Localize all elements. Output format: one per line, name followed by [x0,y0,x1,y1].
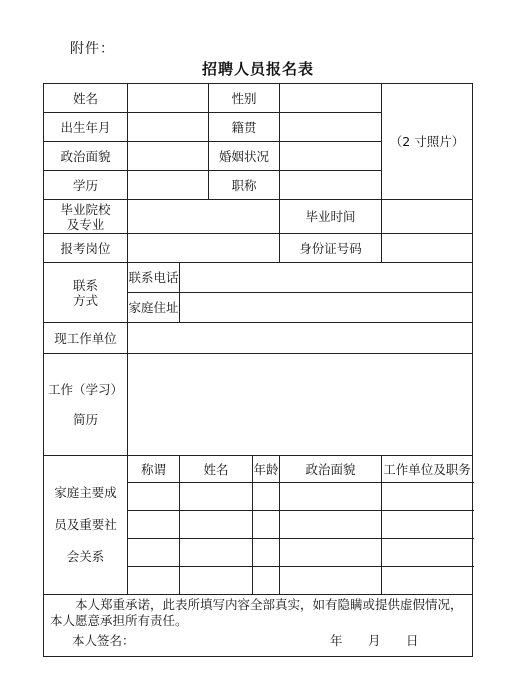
signature-row [44,629,472,653]
row-position [44,234,473,263]
contact-label [73,278,98,308]
declaration-text: 本人郑重承诺，此表所填写内容全部真实，如有隐瞒或提供虚假情况，本人愿意承担所有责任。 [50,597,463,628]
education-field[interactable] [128,171,209,200]
id-number-label: 身份证号码 [299,240,362,256]
family-label-cell [44,456,128,595]
family-unit-field[interactable] [382,511,473,539]
marital-status-field[interactable] [280,142,382,171]
signature-year[interactable]: 年 [330,633,343,648]
family-age-field[interactable] [253,511,280,539]
phone-field[interactable] [180,263,473,293]
row-contact-phone [44,263,473,293]
cv-label-cell [44,354,128,456]
signature-day[interactable]: 日 [406,633,419,648]
cv-label-line1: 工作（学习） [47,381,123,397]
home-address-field[interactable] [180,293,473,323]
id-number-field[interactable] [382,234,473,263]
family-name-field[interactable] [180,483,253,511]
family-header-political [280,456,382,483]
education-label-cell [44,171,128,200]
professional-title-label: 职称 [231,177,257,193]
declaration-cell [44,595,473,657]
native-place-label: 籍贯 [231,119,257,135]
contact-label-line1: 联系 [72,277,98,293]
family-header-age [253,456,280,483]
current-unit-label: 现工作单位 [54,330,117,346]
birth-field[interactable] [128,113,209,142]
signature-month[interactable]: 月 [368,633,381,648]
photo-label: （2 寸照片） [389,134,465,149]
political-status-field[interactable] [128,142,209,171]
gender-label: 性别 [231,90,257,106]
contact-label-cell [44,263,128,323]
form-title: 招聘人员报名表 [201,60,314,78]
cv-label [48,375,123,435]
family-label-line1: 家庭主要成 [54,485,117,500]
marital-label-cell [209,142,280,171]
family-political-field[interactable] [280,483,382,511]
family-label [54,477,117,573]
family-relation-field[interactable] [128,567,180,595]
photo-cell[interactable] [382,84,473,200]
grad-time-label-cell [280,200,382,234]
cv-field[interactable] [128,354,473,456]
applied-position-label: 报考岗位 [60,240,111,256]
family-header-relation [128,456,180,483]
political-label-cell [44,142,128,171]
address-label-cell [128,293,180,323]
family-age-field[interactable] [253,567,280,595]
family-relation-field[interactable] [128,483,180,511]
name-field[interactable] [128,84,209,113]
position-label-cell [44,234,128,263]
row-family-header [44,456,473,483]
row-cv [44,354,473,456]
school-label [60,202,110,232]
family-label-line3: 会关系 [66,549,105,564]
gender-label-cell [209,84,280,113]
school-label-cell [44,200,128,234]
family-relation-field[interactable] [128,539,180,567]
attachment-label: 附件： [70,41,115,57]
family-political-field[interactable] [280,539,382,567]
school-label-line1: 毕业院校 [60,201,111,217]
family-unit-field[interactable] [382,539,473,567]
applied-position-field[interactable] [128,234,280,263]
professional-title-field[interactable] [280,171,382,200]
education-label: 学历 [72,177,98,193]
header-age: 年龄 [253,461,279,477]
phone-label: 联系电话 [128,270,179,285]
school-label-line2: 及专业 [66,216,105,232]
family-name-field[interactable] [180,511,253,539]
native-label-cell [209,113,280,142]
family-unit-field[interactable] [382,567,473,595]
header-name: 姓名 [203,461,229,477]
name-label-cell [44,84,128,113]
phone-label-cell [128,263,180,293]
birth-label: 出生年月 [60,119,111,135]
political-status-label: 政治面貌 [60,148,111,164]
header-relation: 称谓 [140,461,166,477]
family-relation-field[interactable] [128,511,180,539]
family-political-field[interactable] [280,567,382,595]
current-unit-field[interactable] [128,323,473,354]
gender-field[interactable] [280,84,382,113]
family-unit-field[interactable] [382,483,473,511]
header-work-unit: 工作单位及职务 [383,461,471,477]
family-political-field[interactable] [280,511,382,539]
birth-label-cell [44,113,128,142]
home-address-label: 家庭住址 [128,300,179,315]
family-age-field[interactable] [253,539,280,567]
marital-status-label: 婚姻状况 [219,148,270,164]
cv-label-line2: 简历 [72,411,98,427]
header-political-status: 政治面貌 [305,461,356,477]
signature-label[interactable]: 本人签名： [72,633,135,648]
family-label-line2: 员及重要社 [54,517,117,532]
family-age-field[interactable] [253,483,280,511]
family-header-unit [382,456,473,483]
row-name [44,84,473,113]
current-unit-label-cell [44,323,128,354]
native-place-field[interactable] [280,113,382,142]
row-current-unit [44,323,473,354]
registration-form-table [43,83,473,657]
family-header-name [180,456,253,483]
row-school [44,200,473,234]
graduation-time-field[interactable] [382,200,473,234]
graduation-time-label: 毕业时间 [305,209,356,224]
family-name-field[interactable] [180,539,253,567]
row-declaration [44,595,473,657]
name-label: 姓名 [72,90,98,106]
id-label-cell [280,234,382,263]
title-label-cell [209,171,280,200]
contact-label-line2: 方式 [72,292,98,308]
school-field[interactable] [128,200,280,234]
family-name-field[interactable] [180,567,253,595]
